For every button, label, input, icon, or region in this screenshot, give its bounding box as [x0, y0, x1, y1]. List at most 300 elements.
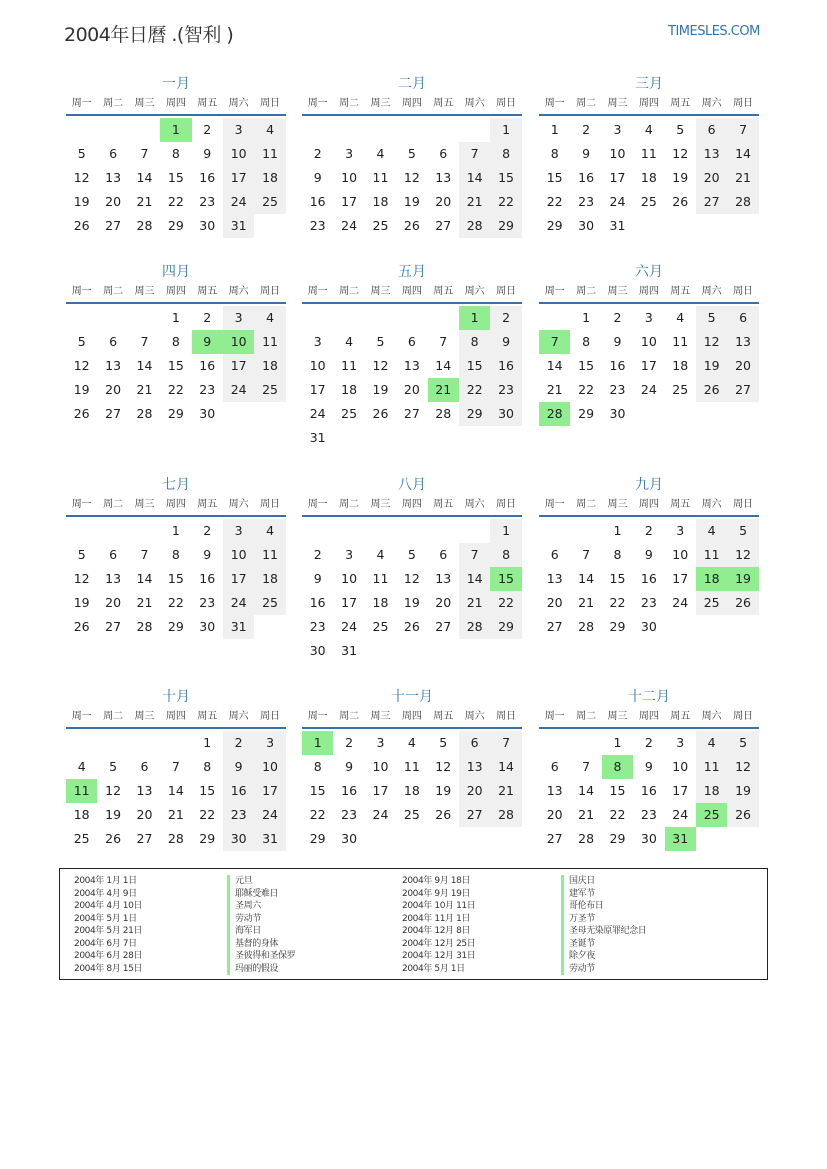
- legend-entry: 2004年 9月 19日: [402, 888, 471, 899]
- day-cell: 17: [640, 358, 657, 373]
- day-cell: 22: [167, 595, 184, 610]
- month-block: [66, 687, 286, 851]
- weekend-day-cell: 23: [490, 378, 521, 402]
- empty-cell: [66, 731, 97, 755]
- weekday-label: 周二: [576, 98, 597, 109]
- day-cell: 6: [439, 146, 448, 161]
- day-grid: [302, 731, 522, 851]
- day-cell: 15: [609, 783, 626, 798]
- legend-entry: 2004年 8月 15日: [74, 963, 143, 974]
- day-cell: 14: [136, 571, 153, 586]
- legend-entry: 2004年 12月 8日: [402, 926, 471, 936]
- day-cell: 24: [341, 218, 358, 233]
- day-cell: 27: [403, 406, 420, 421]
- weekend-day-cell: 14: [459, 567, 490, 591]
- day-cell: 2: [613, 310, 622, 325]
- empty-cell: [160, 731, 191, 755]
- weekday-label: 周四: [401, 98, 422, 109]
- day-cell: 21: [578, 807, 595, 822]
- empty-cell: [129, 519, 160, 543]
- weekend-day-cell: 28: [459, 615, 490, 639]
- empty-cell: [66, 118, 97, 142]
- weekday-label: 周一: [307, 711, 328, 722]
- empty-cell: [333, 118, 364, 142]
- month-name: 五月: [398, 264, 426, 280]
- weekday-label: 周四: [401, 499, 422, 510]
- weekday-label: 周六: [228, 98, 249, 109]
- weekday-label: 周一: [544, 98, 565, 109]
- day-cell: 1: [550, 122, 559, 137]
- day-cell: 5: [407, 146, 416, 161]
- weekend-day-cell: 8: [490, 142, 521, 166]
- weekend-day-cell: 22: [490, 190, 521, 214]
- legend-entry: 圣诞节: [561, 938, 646, 951]
- weekday-label: 周六: [228, 499, 249, 510]
- empty-cell: [333, 519, 364, 543]
- day-cell: 16: [309, 194, 326, 209]
- day-cell: 30: [578, 218, 595, 233]
- day-cell: 19: [403, 194, 420, 209]
- day-cell: 14: [578, 571, 595, 586]
- weekday-label: 周三: [134, 711, 155, 722]
- day-cell: 13: [403, 358, 420, 373]
- weekend-day-cell: 21: [490, 779, 521, 803]
- day-cell: 6: [550, 759, 559, 774]
- day-cell: 1: [613, 523, 622, 538]
- day-cell: 25: [640, 194, 657, 209]
- weekday-label: 周二: [576, 499, 597, 510]
- weekend-day-cell: 5: [727, 731, 758, 755]
- day-cell: 17: [341, 194, 358, 209]
- day-cell: 27: [105, 619, 122, 634]
- day-cell: 22: [167, 382, 184, 397]
- day-cell: 21: [136, 595, 153, 610]
- day-cell: 7: [140, 146, 149, 161]
- legend-entry: 万圣节: [561, 913, 646, 926]
- day-cell: 27: [546, 831, 563, 846]
- holiday-day-cell: 25: [696, 803, 727, 827]
- weekend-day-cell: 7: [490, 731, 521, 755]
- day-cell: 9: [644, 759, 653, 774]
- day-cell: 24: [341, 619, 358, 634]
- day-cell: 23: [309, 619, 326, 634]
- day-cell: 19: [73, 194, 90, 209]
- day-cell: 5: [77, 334, 86, 349]
- weekend-day-cell: 13: [727, 330, 758, 354]
- weekday-label: 周一: [544, 711, 565, 722]
- day-cell: 2: [644, 523, 653, 538]
- weekday-label: 周一: [307, 286, 328, 297]
- day-cell: 20: [546, 595, 563, 610]
- weekday-label: 周一: [71, 98, 92, 109]
- empty-cell: [365, 306, 396, 330]
- weekend-day-cell: 14: [459, 166, 490, 190]
- weekday-label: 周日: [260, 499, 281, 510]
- legend-entry: 劳动节: [561, 963, 646, 976]
- weekend-day-cell: 28: [490, 803, 521, 827]
- day-cell: 6: [109, 547, 118, 562]
- weekday-label: 周一: [307, 98, 328, 109]
- weekend-day-cell: 2: [490, 306, 521, 330]
- weekend-day-cell: 12: [727, 755, 758, 779]
- day-cell: 31: [609, 218, 626, 233]
- day-cell: 3: [376, 735, 385, 750]
- weekday-header: [539, 94, 759, 116]
- day-cell: 9: [203, 547, 212, 562]
- day-cell: 1: [171, 310, 180, 325]
- weekend-day-cell: 18: [254, 166, 285, 190]
- day-cell: 18: [372, 194, 389, 209]
- day-cell: 6: [109, 146, 118, 161]
- weekend-day-cell: 6: [459, 731, 490, 755]
- weekend-day-cell: 25: [696, 591, 727, 615]
- day-cell: 11: [372, 170, 389, 185]
- weekend-day-cell: 3: [223, 519, 254, 543]
- day-cell: 29: [309, 831, 326, 846]
- weekend-day-cell: 21: [459, 190, 490, 214]
- day-grid: [66, 306, 286, 426]
- day-cell: 5: [109, 759, 118, 774]
- day-cell: 10: [609, 146, 626, 161]
- day-cell: 2: [582, 122, 591, 137]
- weekend-day-cell: 17: [223, 567, 254, 591]
- day-cell: 18: [403, 783, 420, 798]
- day-cell: 9: [313, 571, 322, 586]
- day-cell: 10: [372, 759, 389, 774]
- empty-cell: [66, 519, 97, 543]
- day-cell: 8: [171, 146, 180, 161]
- weekday-label: 周日: [496, 286, 517, 297]
- day-cell: 5: [676, 122, 685, 137]
- day-cell: 30: [309, 643, 326, 658]
- legend-entry: 2004年 11月 1日: [402, 913, 471, 924]
- day-cell: 26: [105, 831, 122, 846]
- day-cell: 26: [73, 619, 90, 634]
- month-name: 一月: [162, 76, 190, 92]
- weekday-label: 周三: [607, 711, 628, 722]
- day-cell: 10: [341, 170, 358, 185]
- weekday-label: 周日: [496, 98, 517, 109]
- day-cell: 6: [109, 334, 118, 349]
- day-grid: [66, 519, 286, 639]
- legend-entry: 2004年 4月 10日: [74, 901, 143, 911]
- empty-cell: [570, 731, 601, 755]
- weekday-label: 周六: [228, 711, 249, 722]
- weekend-day-cell: 14: [490, 755, 521, 779]
- holiday-day-cell: 19: [727, 567, 758, 591]
- month-block: [539, 687, 759, 851]
- day-cell: 18: [341, 382, 358, 397]
- day-cell: 16: [609, 358, 626, 373]
- day-cell: 13: [435, 170, 452, 185]
- weekend-day-cell: 10: [223, 543, 254, 567]
- day-cell: 13: [105, 571, 122, 586]
- day-cell: 16: [640, 571, 657, 586]
- legend-entry: 2004年 12月 25日: [402, 938, 476, 949]
- day-cell: 7: [171, 759, 180, 774]
- weekday-label: 周三: [370, 499, 391, 510]
- weekday-label: 周六: [464, 98, 485, 109]
- day-cell: 29: [167, 619, 184, 634]
- day-cell: 28: [578, 619, 595, 634]
- day-cell: 22: [167, 194, 184, 209]
- day-cell: 14: [136, 170, 153, 185]
- day-cell: 9: [613, 334, 622, 349]
- day-cell: 19: [435, 783, 452, 798]
- day-cell: 2: [203, 122, 212, 137]
- weekend-day-cell: 18: [696, 779, 727, 803]
- legend-entry: 建军节: [561, 888, 646, 901]
- weekday-label: 周五: [433, 499, 454, 510]
- day-cell: 14: [167, 783, 184, 798]
- day-cell: 20: [546, 807, 563, 822]
- weekday-label: 周日: [496, 499, 517, 510]
- month-block: [539, 262, 759, 426]
- weekend-day-cell: 29: [490, 214, 521, 238]
- month-name: 二月: [398, 76, 426, 92]
- empty-cell: [302, 118, 333, 142]
- day-cell: 23: [309, 218, 326, 233]
- weekend-day-cell: 6: [727, 306, 758, 330]
- empty-cell: [97, 306, 128, 330]
- weekday-label: 周六: [701, 711, 722, 722]
- day-cell: 3: [676, 523, 685, 538]
- day-cell: 16: [309, 595, 326, 610]
- holiday-day-cell: 1: [302, 731, 333, 755]
- day-cell: 7: [582, 759, 591, 774]
- empty-cell: [428, 519, 459, 543]
- weekday-label: 周六: [701, 286, 722, 297]
- weekend-day-cell: 30: [223, 827, 254, 851]
- empty-cell: [97, 519, 128, 543]
- day-cell: 13: [136, 783, 153, 798]
- month-name: 九月: [635, 477, 663, 493]
- empty-cell: [97, 731, 128, 755]
- day-grid: [539, 306, 759, 426]
- weekday-label: 周三: [370, 286, 391, 297]
- weekend-day-cell: 3: [254, 731, 285, 755]
- day-cell: 9: [313, 170, 322, 185]
- month-block: [302, 687, 522, 851]
- day-cell: 5: [376, 334, 385, 349]
- day-cell: 25: [372, 619, 389, 634]
- weekday-header: [66, 495, 286, 517]
- month-name: 十一月: [391, 689, 433, 705]
- weekday-header: [66, 707, 286, 729]
- day-cell: 27: [105, 218, 122, 233]
- day-cell: 20: [105, 382, 122, 397]
- weekday-header: [66, 282, 286, 304]
- weekday-label: 周六: [228, 286, 249, 297]
- weekend-day-cell: 15: [459, 354, 490, 378]
- day-cell: 2: [313, 547, 322, 562]
- weekend-day-cell: 16: [223, 779, 254, 803]
- day-cell: 19: [105, 807, 122, 822]
- weekend-day-cell: 3: [223, 118, 254, 142]
- weekend-day-cell: 5: [727, 519, 758, 543]
- day-cell: 7: [439, 334, 448, 349]
- weekend-day-cell: 17: [254, 779, 285, 803]
- weekend-day-cell: 29: [459, 402, 490, 426]
- weekend-day-cell: 17: [223, 354, 254, 378]
- weekend-day-cell: 4: [254, 306, 285, 330]
- day-grid: [539, 519, 759, 639]
- weekend-day-cell: 30: [490, 402, 521, 426]
- day-cell: 4: [345, 334, 354, 349]
- day-cell: 24: [372, 807, 389, 822]
- empty-cell: [365, 519, 396, 543]
- day-cell: 17: [609, 170, 626, 185]
- weekend-day-cell: 11: [254, 543, 285, 567]
- day-cell: 24: [672, 595, 689, 610]
- month-block: [302, 74, 522, 238]
- weekday-header: [302, 495, 522, 517]
- day-cell: 23: [578, 194, 595, 209]
- weekday-label: 周五: [670, 98, 691, 109]
- weekend-day-cell: 10: [223, 142, 254, 166]
- weekend-day-cell: 4: [696, 519, 727, 543]
- day-cell: 28: [136, 218, 153, 233]
- weekday-label: 周一: [544, 286, 565, 297]
- day-cell: 7: [140, 334, 149, 349]
- weekend-day-cell: 19: [696, 354, 727, 378]
- weekend-day-cell: 1: [490, 118, 521, 142]
- weekend-day-cell: 7: [459, 543, 490, 567]
- weekend-day-cell: 23: [223, 803, 254, 827]
- legend-entry: 元旦: [227, 875, 295, 888]
- weekend-day-cell: 22: [459, 378, 490, 402]
- weekday-label: 周二: [103, 98, 124, 109]
- page-title: 2004年日曆 .(智利 ): [64, 24, 234, 46]
- day-cell: 5: [439, 735, 448, 750]
- weekday-label: 周三: [607, 286, 628, 297]
- day-cell: 28: [136, 619, 153, 634]
- day-cell: 30: [341, 831, 358, 846]
- day-cell: 27: [435, 619, 452, 634]
- weekend-day-cell: 11: [254, 330, 285, 354]
- day-cell: 11: [672, 334, 689, 349]
- day-cell: 16: [341, 783, 358, 798]
- day-cell: 2: [203, 310, 212, 325]
- legend-entry: 2004年 6月 28日: [74, 951, 143, 961]
- weekday-label: 周日: [733, 98, 754, 109]
- day-cell: 31: [309, 430, 326, 445]
- day-cell: 1: [613, 735, 622, 750]
- weekday-label: 周六: [464, 499, 485, 510]
- day-cell: 1: [582, 310, 591, 325]
- day-cell: 12: [672, 146, 689, 161]
- day-cell: 12: [73, 170, 90, 185]
- day-cell: 21: [136, 194, 153, 209]
- day-cell: 28: [167, 831, 184, 846]
- weekday-header: [66, 94, 286, 116]
- day-cell: 2: [203, 523, 212, 538]
- weekend-day-cell: 27: [459, 803, 490, 827]
- day-cell: 10: [309, 358, 326, 373]
- day-grid: [539, 118, 759, 238]
- day-grid: [302, 118, 522, 238]
- weekend-day-cell: 24: [254, 803, 285, 827]
- day-cell: 30: [609, 406, 626, 421]
- day-cell: 25: [372, 218, 389, 233]
- weekday-label: 周一: [71, 286, 92, 297]
- legend-entry: 2004年 4月 9日: [74, 888, 137, 899]
- day-cell: 27: [435, 218, 452, 233]
- holiday-day-cell: 9: [192, 330, 223, 354]
- day-cell: 3: [345, 547, 354, 562]
- weekend-day-cell: 18: [254, 567, 285, 591]
- day-cell: 26: [435, 807, 452, 822]
- day-cell: 9: [644, 547, 653, 562]
- day-cell: 16: [640, 783, 657, 798]
- empty-cell: [66, 306, 97, 330]
- weekday-label: 周四: [165, 499, 186, 510]
- weekend-day-cell: 20: [727, 354, 758, 378]
- day-cell: 23: [341, 807, 358, 822]
- weekday-label: 周六: [464, 286, 485, 297]
- weekday-label: 周四: [638, 499, 659, 510]
- legend-entry: 2004年 10月 11日: [402, 901, 476, 911]
- empty-cell: [459, 519, 490, 543]
- day-cell: 8: [203, 759, 212, 774]
- legend-right-names: [561, 875, 646, 975]
- day-cell: 20: [105, 194, 122, 209]
- legend-entry: 玛丽的假设: [227, 963, 295, 976]
- day-cell: 30: [640, 831, 657, 846]
- day-cell: 8: [582, 334, 591, 349]
- weekend-day-cell: 19: [727, 779, 758, 803]
- brand-link[interactable]: TIMESLES.COM: [668, 24, 760, 39]
- day-cell: 29: [609, 619, 626, 634]
- day-cell: 8: [171, 334, 180, 349]
- day-cell: 21: [546, 382, 563, 397]
- weekday-label: 周五: [433, 286, 454, 297]
- weekend-day-cell: 2: [223, 731, 254, 755]
- day-cell: 7: [140, 547, 149, 562]
- day-cell: 12: [403, 170, 420, 185]
- month-block: [302, 262, 522, 450]
- weekday-label: 周三: [607, 98, 628, 109]
- weekday-label: 周三: [370, 711, 391, 722]
- day-cell: 13: [546, 571, 563, 586]
- day-cell: 14: [435, 358, 452, 373]
- empty-cell: [365, 118, 396, 142]
- weekday-label: 周日: [733, 499, 754, 510]
- day-cell: 13: [546, 783, 563, 798]
- empty-cell: [302, 519, 333, 543]
- day-cell: 4: [376, 547, 385, 562]
- empty-cell: [396, 118, 427, 142]
- empty-cell: [97, 118, 128, 142]
- day-cell: 18: [640, 170, 657, 185]
- day-cell: 5: [77, 146, 86, 161]
- day-cell: 26: [73, 406, 90, 421]
- empty-cell: [539, 731, 570, 755]
- weekday-label: 周五: [670, 286, 691, 297]
- legend-left-dates: [74, 875, 142, 975]
- day-cell: 24: [672, 807, 689, 822]
- day-cell: 29: [609, 831, 626, 846]
- legend-entry: 劳动节: [227, 913, 295, 926]
- weekend-day-cell: 18: [254, 354, 285, 378]
- holiday-day-cell: 1: [160, 118, 191, 142]
- weekday-label: 周五: [197, 98, 218, 109]
- legend-entry: 2004年 9月 18日: [402, 876, 471, 886]
- weekday-label: 周五: [433, 98, 454, 109]
- weekend-day-cell: 6: [696, 118, 727, 142]
- weekday-label: 周五: [433, 711, 454, 722]
- weekend-day-cell: 13: [459, 755, 490, 779]
